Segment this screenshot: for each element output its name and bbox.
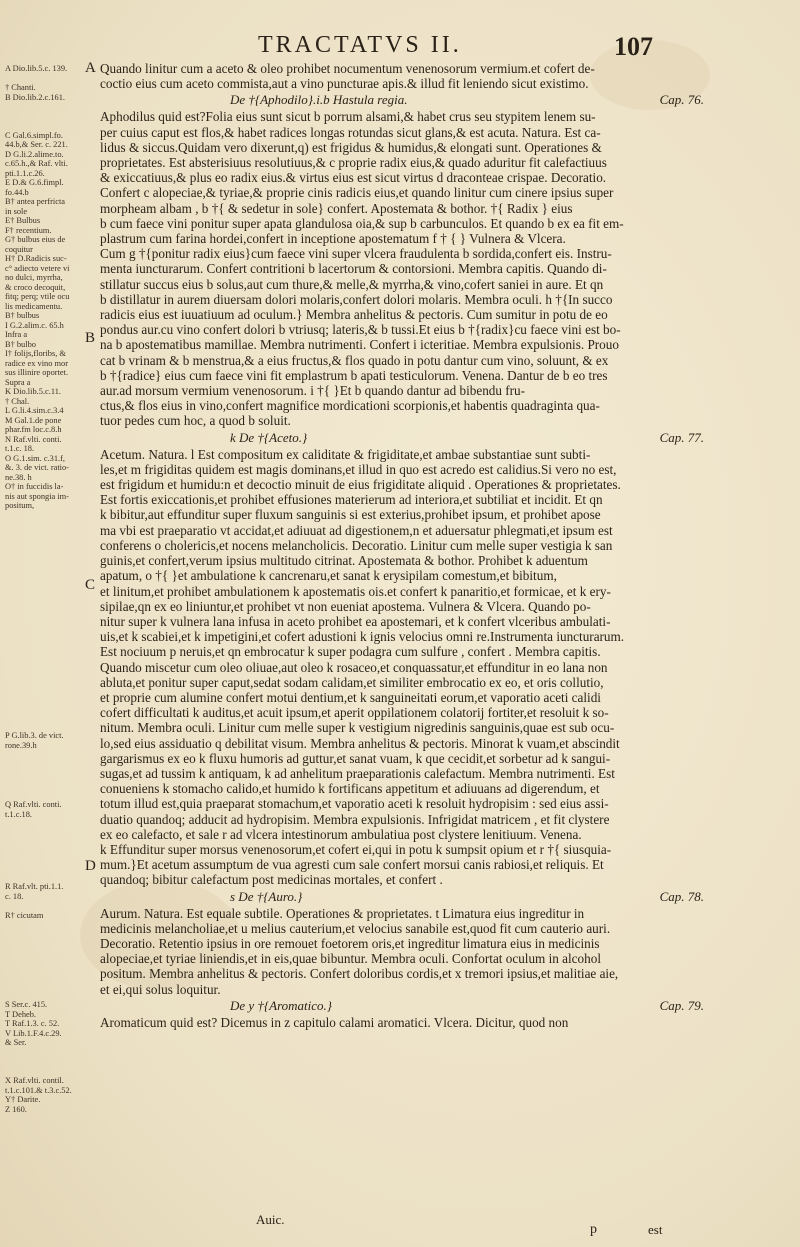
text-line: duatio quandoq; adducit ad hydropisim. Membra expulsionis. Infrigidat matricem , et fit clystere: [100, 811, 610, 827]
section-letter-c: C: [85, 577, 96, 593]
margin-note: & croco decoquit,: [5, 282, 66, 292]
chapter-heading-79: [100, 998, 780, 1014]
margin-note: Y† Darite.: [5, 1095, 41, 1104]
paragraph-aromaticum: [100, 1015, 780, 1030]
margin-note: [5, 1067, 85, 1077]
text-line: ma vbi est praeparatio vt accidat,et adiuuat ad digestionem,n et aduersatur phlegmati,et ipsum est: [100, 522, 613, 538]
chapter-number: Cap. 78.: [659, 888, 704, 904]
margin-note: fitq; perq; vtile ocu: [5, 292, 70, 301]
margin-note: coquitur: [5, 244, 33, 254]
margin-note: X Raf.vlti. contil.: [5, 1076, 64, 1085]
text-line: les,et m frigiditas quidem est magis dominans,et illud in quo est acredo est calidius.Si vero no est,: [100, 461, 617, 477]
margin-note: rone.39.h: [5, 740, 37, 750]
chapter-number: Cap. 77.: [659, 429, 704, 445]
text-line: Acetum. Natura. l Est compositum ex caliditate & frigiditate,et ambae substantiae sunt subti-: [100, 446, 591, 462]
margin-note: C Gal.6.simpl.fo.: [5, 130, 63, 140]
margin-note: [5, 1057, 85, 1067]
text-line: cofert difficultati k auditus,et acuit ipsum,et aperit oppilationem colatorij fortiter,et resoluit k so-: [100, 705, 609, 721]
text-line: nitur super k vulnera lana infusa in aceto prohibet ea apostemari, et k confert vlceribus ambulati-: [100, 613, 611, 629]
margin-note: B† bulbo: [5, 339, 36, 349]
signature-mark: p: [590, 1222, 597, 1237]
text-line: b †{radice} eius cum faece vini fit emplastrum b apati testiculorum. Venena. Dantur de b eo tres: [100, 367, 608, 383]
text-line: pondus aur.cu vino confert dolori b vtriusq; lateris,& b tussi.Et eius b †{radix}cu faece vini est bo-: [100, 322, 621, 338]
margin-note: radice ex vino mor: [5, 358, 69, 368]
paragraph-aurum: [100, 906, 780, 997]
margin-note: &. 3. de vict. ratio-: [5, 463, 69, 472]
text-line: gargarismus ex eo k fluxu humoris ad guttur,et sanat vuam, k que cecidit,et sorbetur ad k sangui-: [100, 750, 611, 766]
text-line: Aurum. Natura. Est equale subtile. Operationes & proprietates. t Limatura eius ingreditur in: [100, 905, 585, 921]
margin-note: & Ser.: [5, 1038, 27, 1047]
section-letter-d: D: [85, 858, 96, 874]
margin-note: c. 18.: [5, 891, 24, 901]
text-line: sugas,et ad tussim k antiquam, k ad anhelitum praeparationis calefactum. Membra nutrimenti. Est: [100, 765, 615, 781]
text-line: lidus & siccus.Quidam vero dixerunt,q) est frigidus & humidus,& elongati sunt. Operationes &: [100, 139, 602, 155]
text-line: cat b vrinam & b menstrua,& a eius fructus,& flos quado in potu dantur cum vino, soluunt, & ex: [100, 352, 609, 368]
margin-note: T Deheb.: [5, 1009, 37, 1019]
margin-note: [5, 112, 85, 122]
text-line: Confert c alopeciae,& tyriae,& proprie cinis radicis eius,et quando linitur cum cinere ipsius super: [100, 185, 614, 201]
margin-note: S Ser.c. 415.: [5, 1000, 48, 1009]
text-line: apatum, o †{ }et ambulatione k cancrenaru,et sanat k erysipilam comestum,et bibitum,: [100, 568, 557, 584]
margin-note: O† in fuccidis la-: [5, 482, 64, 491]
margin-note: G† bulbus eius de: [5, 235, 66, 244]
text-line: aur.ad morsum vermium venenosorum. i †{ }Et b quando dantur ad bibendu fru-: [100, 383, 526, 399]
margin-note: E D.& G.6.fimpl.: [5, 178, 64, 187]
margin-note: M Gal.1.de pone: [5, 415, 62, 425]
margin-note: ne.38. h: [5, 472, 32, 482]
margin-note: Infra a: [5, 330, 28, 339]
margin-note: Supra a: [5, 377, 31, 387]
catchword: est: [648, 1222, 663, 1237]
margin-notes-5: [5, 1000, 85, 1114]
margin-notes: [5, 64, 85, 511]
margin-note: D G.li.2.alime.to.: [5, 149, 64, 159]
margin-note: t.1.c.18.: [5, 809, 32, 819]
text-line: & exiccatiuus,& plus eo radix eius.& virtus eius est sicut virtus d draconteae crispae. Decoratio.: [100, 170, 607, 186]
text-line: Cum g †{ponitur radix eius}cum faece vini super vlcera fraudulenta b sordida,confert eis. Instru-: [100, 246, 612, 262]
text-line: lo,sed eius assiduatio q debilitat visum. Membra anhelitus & pectoris. Minorat k vuam,et abscindit: [100, 735, 620, 751]
margin-note: [5, 1048, 85, 1058]
text-line: abluta,et ponitur super caput,sedat sodam calidam,et similiter embrocatio ex eo, et oris collutio,: [100, 674, 604, 690]
text-line: uis,et k scabiei,et k impetigini,et cofert adustioni k ignis velocius omni re.Instrumenta iuncturarum.: [100, 629, 625, 645]
margin-note: 44.b,& Ser. c. 221.: [5, 140, 68, 149]
text-line: sipilae,qn ex eo liniuntur,et prohibet vt non eueniat apostema. Vulnera & Vlcera. Quando po-: [100, 598, 591, 614]
text-line: ex eo calefacto, et sale r ad vlcera intestinorum ambulatiua post clystere lenitiuum. Venena.: [100, 826, 582, 842]
margin-note: t.1.c. 18.: [5, 444, 35, 453]
margin-note: c° adiecto vetere vi: [5, 263, 70, 273]
margin-note: [5, 74, 85, 84]
text-line: conferens o cholericis,et nocens melancholicis. Decoratio. Linitur cum melle super vestigia k san: [100, 537, 613, 553]
text-line: k bibitur,aut effunditur super fluxum sanguinis si est exterius,prohibet ipsum, et prohibet apose: [100, 507, 601, 523]
margin-note: A Dio.lib.5.c. 139.: [5, 64, 68, 73]
text-line: Est fortis exiccationis,et prohibet effusiones materierum ad interiora,et subtiliat et incidit. Et qn: [100, 492, 603, 508]
text-line: et ei,qui solus loquitur.: [100, 981, 221, 997]
margin-note: I G.2.alim.c. 65.h: [5, 320, 64, 330]
text-line: Decoratio. Retentio ipsius in ore remouet foetorem oris,et ingreditur limatura eius in medicinis: [100, 935, 600, 951]
margin-note: E† Bulbus: [5, 216, 41, 225]
margin-note: T Raf.1.3. c. 52.: [5, 1019, 60, 1028]
paragraph-aphodilus: [100, 109, 780, 428]
text-line: Quando miscetur cum oleo oliuae,aut oleo k rosaceo,et conquassatur,et effunditur in eo lana non: [100, 659, 608, 675]
running-title: TRACTATVS II.: [258, 32, 462, 58]
chapter-title: k De †{Aceto.}: [230, 429, 308, 445]
margin-note: B Dio.lib.2.c.161.: [5, 92, 66, 102]
margin-note: c.65.h.,& Raf. vlti.: [5, 159, 68, 168]
chapter-heading-76: [100, 92, 780, 108]
margin-note: phar.fm loc.c.8.h: [5, 425, 62, 434]
main-text: [100, 61, 780, 1030]
margin-note: † Chal.: [5, 396, 30, 406]
text-line: Est nociuum p neruis,et qn embrocatur k super podagra cum sulfure , confert . Membra capitis.: [100, 644, 601, 660]
text-line: per cuius caput est flos,& habet radices longas rotundas sicut glans,& est acuta. Natura. Est ca-: [100, 124, 601, 140]
chapter-number: Cap. 79.: [659, 997, 704, 1013]
page-number: 107: [614, 32, 653, 61]
margin-note: pti.1.1.c.26.: [5, 168, 45, 178]
paragraph-intro: [100, 61, 780, 91]
margin-note: F† recentium.: [5, 225, 52, 235]
margin-note: B† bulbus: [5, 311, 40, 320]
text-line: est frigidum et humidu:n et decoctio minuit de eius frigiditate aliquid . Operationes & proprietates.: [100, 477, 621, 493]
text-line: b cum faece vini ponitur super apata glandulosa oia,& sup b carbunculos. Et quando b ex ea fit em-: [100, 215, 624, 231]
chapter-heading-78: [100, 889, 780, 905]
margin-note: no dulci, myrrha,: [5, 273, 63, 282]
text-line: plastrum cum farina hordei,confert in inceptione apostematum f † { } Vulnera & Vlcera.: [100, 231, 566, 247]
margin-note: positum,: [5, 501, 35, 510]
text-line: proprietates. Est absterisiuus resolutiuus,& c proprie radix eius,& quado aduritur fit calefactiuus: [100, 155, 607, 171]
margin-notes-4: [5, 882, 85, 920]
margin-note: in sole: [5, 206, 28, 216]
text-line: totum illud est,quia praeparat stomachum,et vaporatio aceti k resoluit hydropisim : sed eius assi-: [100, 796, 609, 812]
text-line: alopeciae,et tyriae liniendis,et in eis,quae bibuntur. Membra oculi. Confortat oculum in alcohol: [100, 951, 601, 967]
paragraph-acetum: [100, 447, 780, 888]
text-line: na b apostematibus mamillae. Membra nutrimenti. Confert i icteritiae. Membra expulsionis. Prouo: [100, 337, 619, 353]
margin-note: [5, 901, 85, 911]
text-line: stillatur succus eius b solus,aut cum thure,& melle,& myrrha,& vino,cofert saniei in aure. Et qn: [100, 276, 604, 292]
chapter-title: s De †{Auro.}: [230, 888, 303, 904]
text-line: tuor pedes cum hoc, a quod b soluit.: [100, 413, 291, 429]
margin-note: O G.1.sim. c.31.f,: [5, 453, 66, 463]
margin-notes-2: [5, 731, 85, 750]
text-line: ctus,& flos eius in vino,confert magnifice mordicationi scorpionis,et habentis quadraginta qua-: [100, 398, 600, 414]
text-line: quandoq; bibitur calefactum post medicinas mortales, et confert .: [100, 872, 443, 888]
margin-note: V Lib.1.F.4.c.29.: [5, 1028, 62, 1038]
margin-note: fo.44.b: [5, 187, 29, 197]
text-line: Quando linitur cum a aceto & oleo prohibet nocumentum venenosorum vermium.et cofert de-: [100, 61, 595, 76]
text-line: Aphodilus quid est?Folia eius sunt sicut b porrum alsami,& habet crus seu stypitem lenem su-: [100, 109, 596, 125]
margin-notes-3: [5, 800, 85, 819]
margin-note: P G.lib.3. de vict.: [5, 731, 64, 740]
margin-note: L G.li.4.sim.c.3.4: [5, 406, 64, 415]
margin-note: I† folijs,floribs, &: [5, 349, 66, 358]
text-line: b distillatur in aurem diuersam dolori molaris,confert dolori molaris. Membra oculi. h †{In succo: [100, 291, 613, 307]
section-letter-a: A: [85, 60, 96, 76]
text-line: coctio eius cum aceto commista,aut a vino puncturae apis.& illud fit leniendo sicut existimo.: [100, 76, 589, 92]
margin-note: nis aut spongia im-: [5, 491, 69, 501]
margin-note: H† D.Radicis suc-: [5, 254, 67, 263]
text-line: nitum. Membra oculi. Linitur cum melle super k vestigium nigredinis sanguinis,quae est sub ocu-: [100, 720, 615, 736]
text-line: mum.}Et acetum assumptum de vua agresti cum sale confert morsui canis rabiosi,et reliquis. Et: [100, 857, 604, 873]
margin-note: Q Raf.vlti. conti.: [5, 800, 62, 809]
text-line: guinis,et confert,verum ipsius multitudo citrinat. Apostemata & bothor. Prohibet k aduentum: [100, 553, 588, 569]
last-word: Auic.: [256, 1212, 285, 1227]
margin-note: Z 160.: [5, 1104, 27, 1114]
chapter-title: De †{Aphodilo}.i.b Hastula regia.: [230, 92, 408, 108]
text-line: morpheam albam , b †{ & sedetur in sole} confert. Apostemata & bothor. †{ Radix } eius: [100, 200, 573, 216]
margin-note: [5, 102, 85, 112]
text-line: menta iuncturarum. Confert contritioni b lacertorum & contorsioni. Membra capitis. Quando di-: [100, 261, 607, 277]
text-line: et proprie cum alumine confert motui dentium,et k sanguineitati eorum,et vaporatio aceti calidi: [100, 689, 601, 705]
margin-note: R Raf.vlt. pti.1.1.: [5, 882, 64, 891]
margin-note: lis medicamentu.: [5, 301, 63, 311]
section-letter-b: B: [85, 330, 96, 346]
text-line: k Effunditur super morsus venenosorum,et cofert ei,qui in potu k sumpsit opium et r †{ siusquia-: [100, 841, 612, 857]
margin-note: † Chanti.: [5, 83, 36, 92]
margin-note: K Dio.lib.5.c.11.: [5, 387, 61, 396]
margin-note: R† cicutam: [5, 910, 44, 920]
text-line: et linitum,et prohibet ambulationem k apostematis ois.et confert k panaritio,et formicae, et k ery-: [100, 583, 611, 599]
text-line: positum. Membra anhelitus & pectoris. Confert doloribus cordis,et x tremori ipsius,et malitiae aie,: [100, 966, 619, 982]
margin-note: N Raf.vlti. conti.: [5, 434, 62, 444]
margin-note: sus illinire oportet.: [5, 368, 69, 377]
text-line: medicinis melancholiae,et u melius cauterium,et velocius sanabile est,quod fit cum cauterio auri.: [100, 920, 611, 936]
text-line: Aromaticum quid est? Dicemus in z capitulo calami aromatici. Vlcera. Dicitur, quod non: [100, 1014, 569, 1030]
chapter-heading-77: [100, 430, 780, 446]
margin-note: B† antea perfricta: [5, 197, 65, 206]
text-line: radicis eius est iuuatiuum ad oculum.} Membra anhelitus & pectoris. Cum sumitur in potu de eo: [100, 307, 608, 323]
margin-note: [5, 121, 85, 131]
chapter-title: De y †{Aromatico.}: [230, 997, 332, 1013]
chapter-number: Cap. 76.: [659, 92, 704, 108]
text-line: conueniens k stomacho calido,et humido k fortificans appetitum et adiuuans ad digerendum, et: [100, 781, 600, 797]
margin-note: t.1.c.101.& t.3.c.52.: [5, 1085, 72, 1095]
